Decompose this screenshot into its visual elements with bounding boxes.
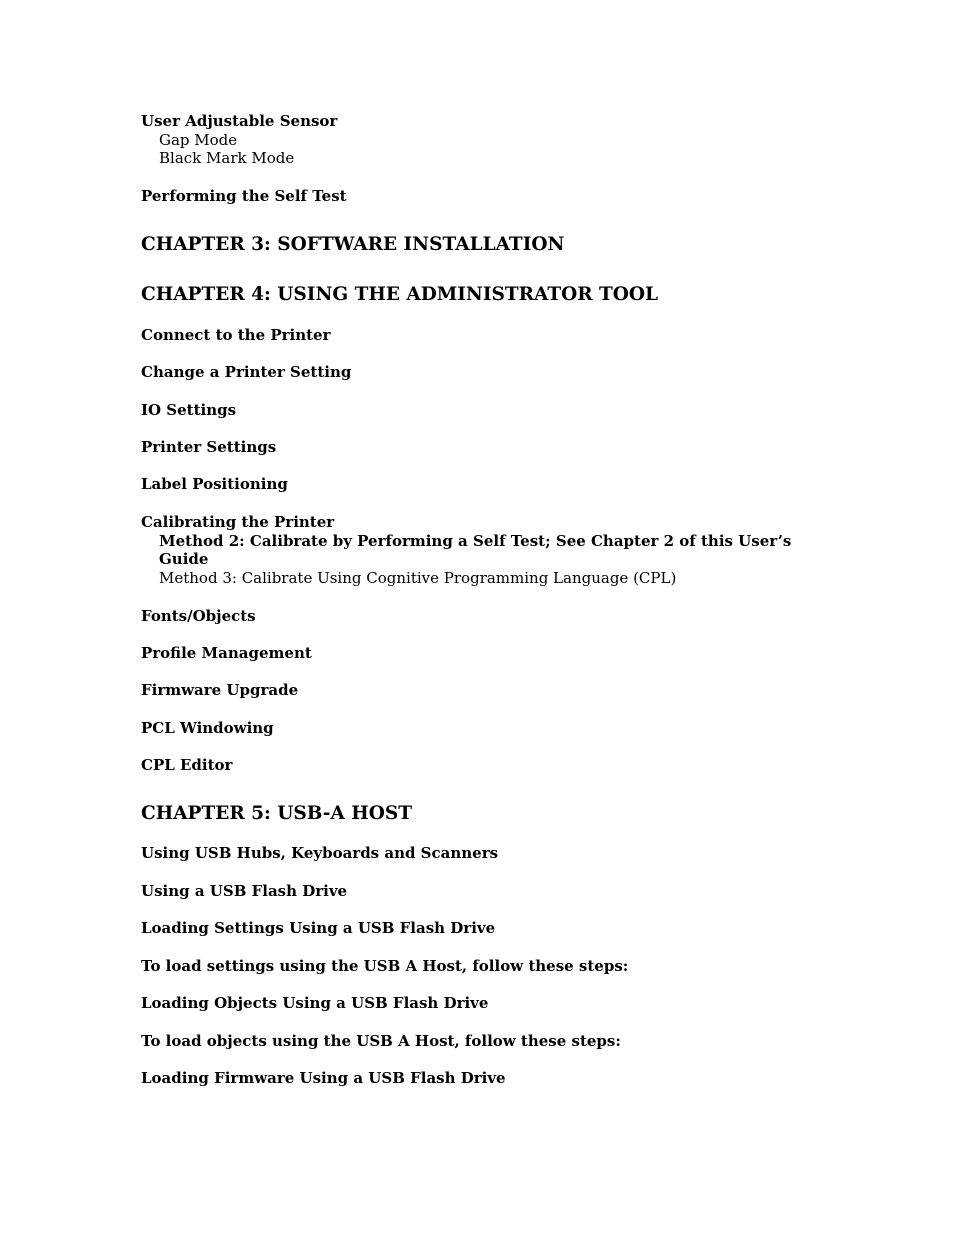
toc-subsection: Black Mark Mode xyxy=(159,149,295,167)
toc-subsection: Method 3: Calibrate Using Cognitive Programming Language (CPL) xyxy=(159,569,677,587)
toc-section-heading: Firmware Upgrade xyxy=(141,681,299,699)
toc-section-heading: Fonts/Objects xyxy=(141,607,256,625)
toc-section-heading: Using a USB Flash Drive xyxy=(141,882,348,900)
toc-chapter-heading: CHAPTER 3: SOFTWARE INSTALLATION xyxy=(141,234,565,255)
toc-section-heading: Connect to the Printer xyxy=(141,326,331,344)
toc-section-heading: Performing the Self Test xyxy=(141,187,347,205)
toc-section-heading: To load objects using the USB A Host, follow these steps: xyxy=(141,1032,621,1050)
toc-section-heading: Loading Settings Using a USB Flash Drive xyxy=(141,919,496,937)
toc-section-heading: Change a Printer Setting xyxy=(141,363,352,381)
toc-chapter-heading: CHAPTER 5: USB-A HOST xyxy=(141,803,412,824)
toc-section-heading: CPL Editor xyxy=(141,756,233,774)
toc-section-heading: To load settings using the USB A Host, follow these steps: xyxy=(141,957,629,975)
toc-section-heading: Label Positioning xyxy=(141,475,288,493)
toc-section-heading: Loading Objects Using a USB Flash Drive xyxy=(141,994,489,1012)
toc-section-heading: Calibrating the Printer xyxy=(141,513,335,531)
toc-section-heading: IO Settings xyxy=(141,401,237,419)
toc-section-heading: Using USB Hubs, Keyboards and Scanners xyxy=(141,844,499,862)
toc-chapter-heading: CHAPTER 4: USING THE ADMINISTRATOR TOOL xyxy=(141,284,659,305)
toc-section-heading: User Adjustable Sensor xyxy=(141,112,338,130)
toc-section-heading: Printer Settings xyxy=(141,438,277,456)
toc-section-heading: Profile Management xyxy=(141,644,312,662)
toc-section-heading: Loading Firmware Using a USB Flash Drive xyxy=(141,1069,506,1087)
toc-section-heading: PCL Windowing xyxy=(141,719,274,737)
toc-subsection: Gap Mode xyxy=(159,131,238,149)
toc-subsection: Method 2: Calibrate by Performing a Self Test; See Chapter 2 of this User’s xyxy=(159,532,792,550)
toc-subsection: Guide xyxy=(159,550,209,568)
